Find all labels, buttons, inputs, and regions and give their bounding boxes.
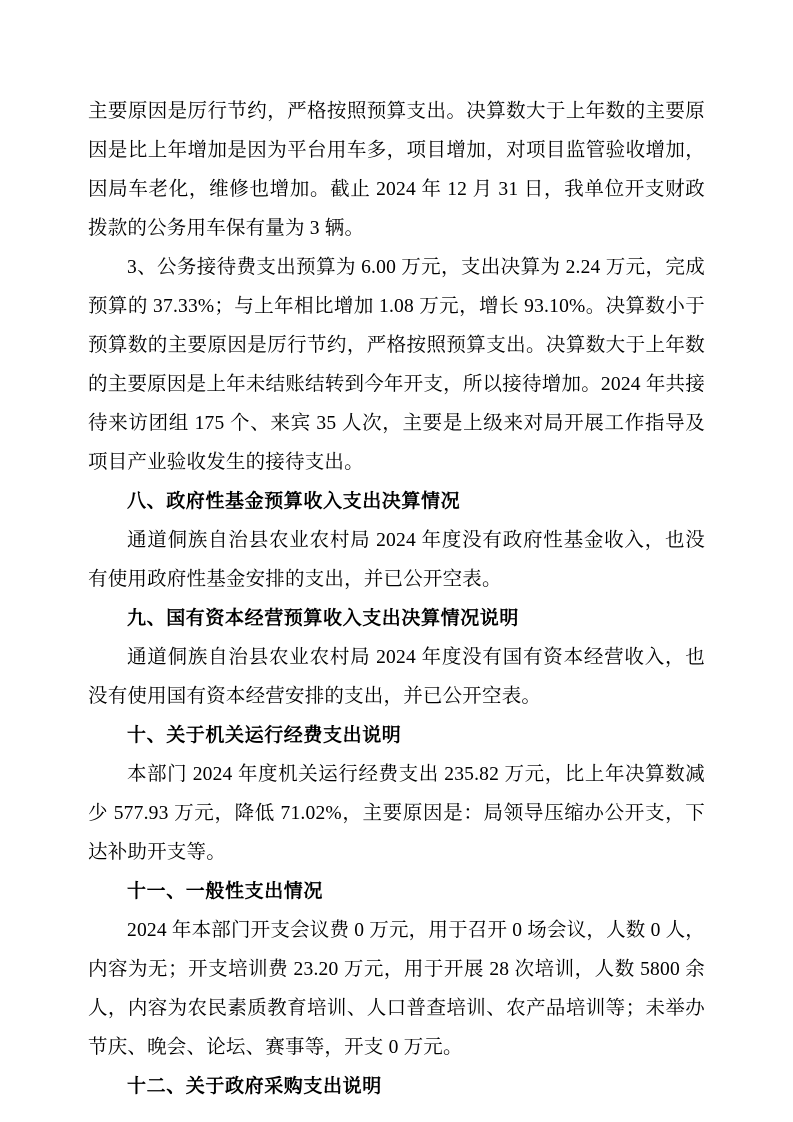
document-body: [88, 92, 705, 1106]
paragraph-official-reception-expense: 3、公务接待费支出预算为 6.00 万元，支出决算为 2.24 万元，完成预算的 37.33%；与上年相比增加 1.08 万元，增长 93.10%。决算数小于预算数的主要原因是厉行节约，严格按照预算支出。决算数大于上年数的主要原因是上年未结账结转到今年开支，所以接待增加。2024 年共接待来访团组 175 个、来宾 35 人次，主要是上级来对局开展工作指导及项目产业验收发生的接待支出。: [88, 257, 705, 473]
paragraph-government-fund-budget: 通道侗族自治县农业农村局 2024 年度没有政府性基金收入，也没有使用政府性基金安排的支出，并已公开空表。: [88, 530, 705, 590]
heading-general-expenditure: 十一、一般性支出情况: [127, 881, 324, 902]
heading-government-procurement: 十二、关于政府采购支出说明: [127, 1076, 382, 1097]
paragraph-state-capital-operating-budget: 通道侗族自治县农业农村局 2024 年度没有国有资本经营收入，也没有使用国有资本经营安排的支出，并已公开空表。: [88, 647, 705, 707]
paragraph-general-expenditure: 2024 年本部门开支会议费 0 万元，用于召开 0 场会议，人数 0 人，内容为无；开支培训费 23.20 万元，用于开展 28 次培训，人数 5800 余人，内容为农民素质教育培训、人口普查培训、农产品培训等；未举办节庆、晚会、论坛、赛事等，开支 0 万元。: [88, 920, 705, 1058]
heading-state-capital-operating-budget: 九、国有资本经营预算收入支出决算情况说明: [127, 608, 520, 629]
paragraph-agency-operating-expense: 本部门 2024 年度机关运行经费支出 235.82 万元，比上年决算数减少 577.93 万元，降低 71.02%，主要原因是：局领导压缩办公开支，下达补助开支等。: [88, 764, 705, 863]
heading-government-fund-budget: 八、政府性基金预算收入支出决算情况: [127, 491, 461, 512]
heading-agency-operating-expense: 十、关于机关运行经费支出说明: [127, 725, 402, 746]
paragraph-operating-expense-continued: 主要原因是厉行节约，严格按照预算支出。决算数大于上年数的主要原因是比上年增加是因为平台用车多，项目增加，对项目监管验收增加，因局车老化，维修也增加。截止 2024 年 12 月 31 日，我单位开支财政拨款的公务用车保有量为 3 辆。: [88, 101, 705, 239]
